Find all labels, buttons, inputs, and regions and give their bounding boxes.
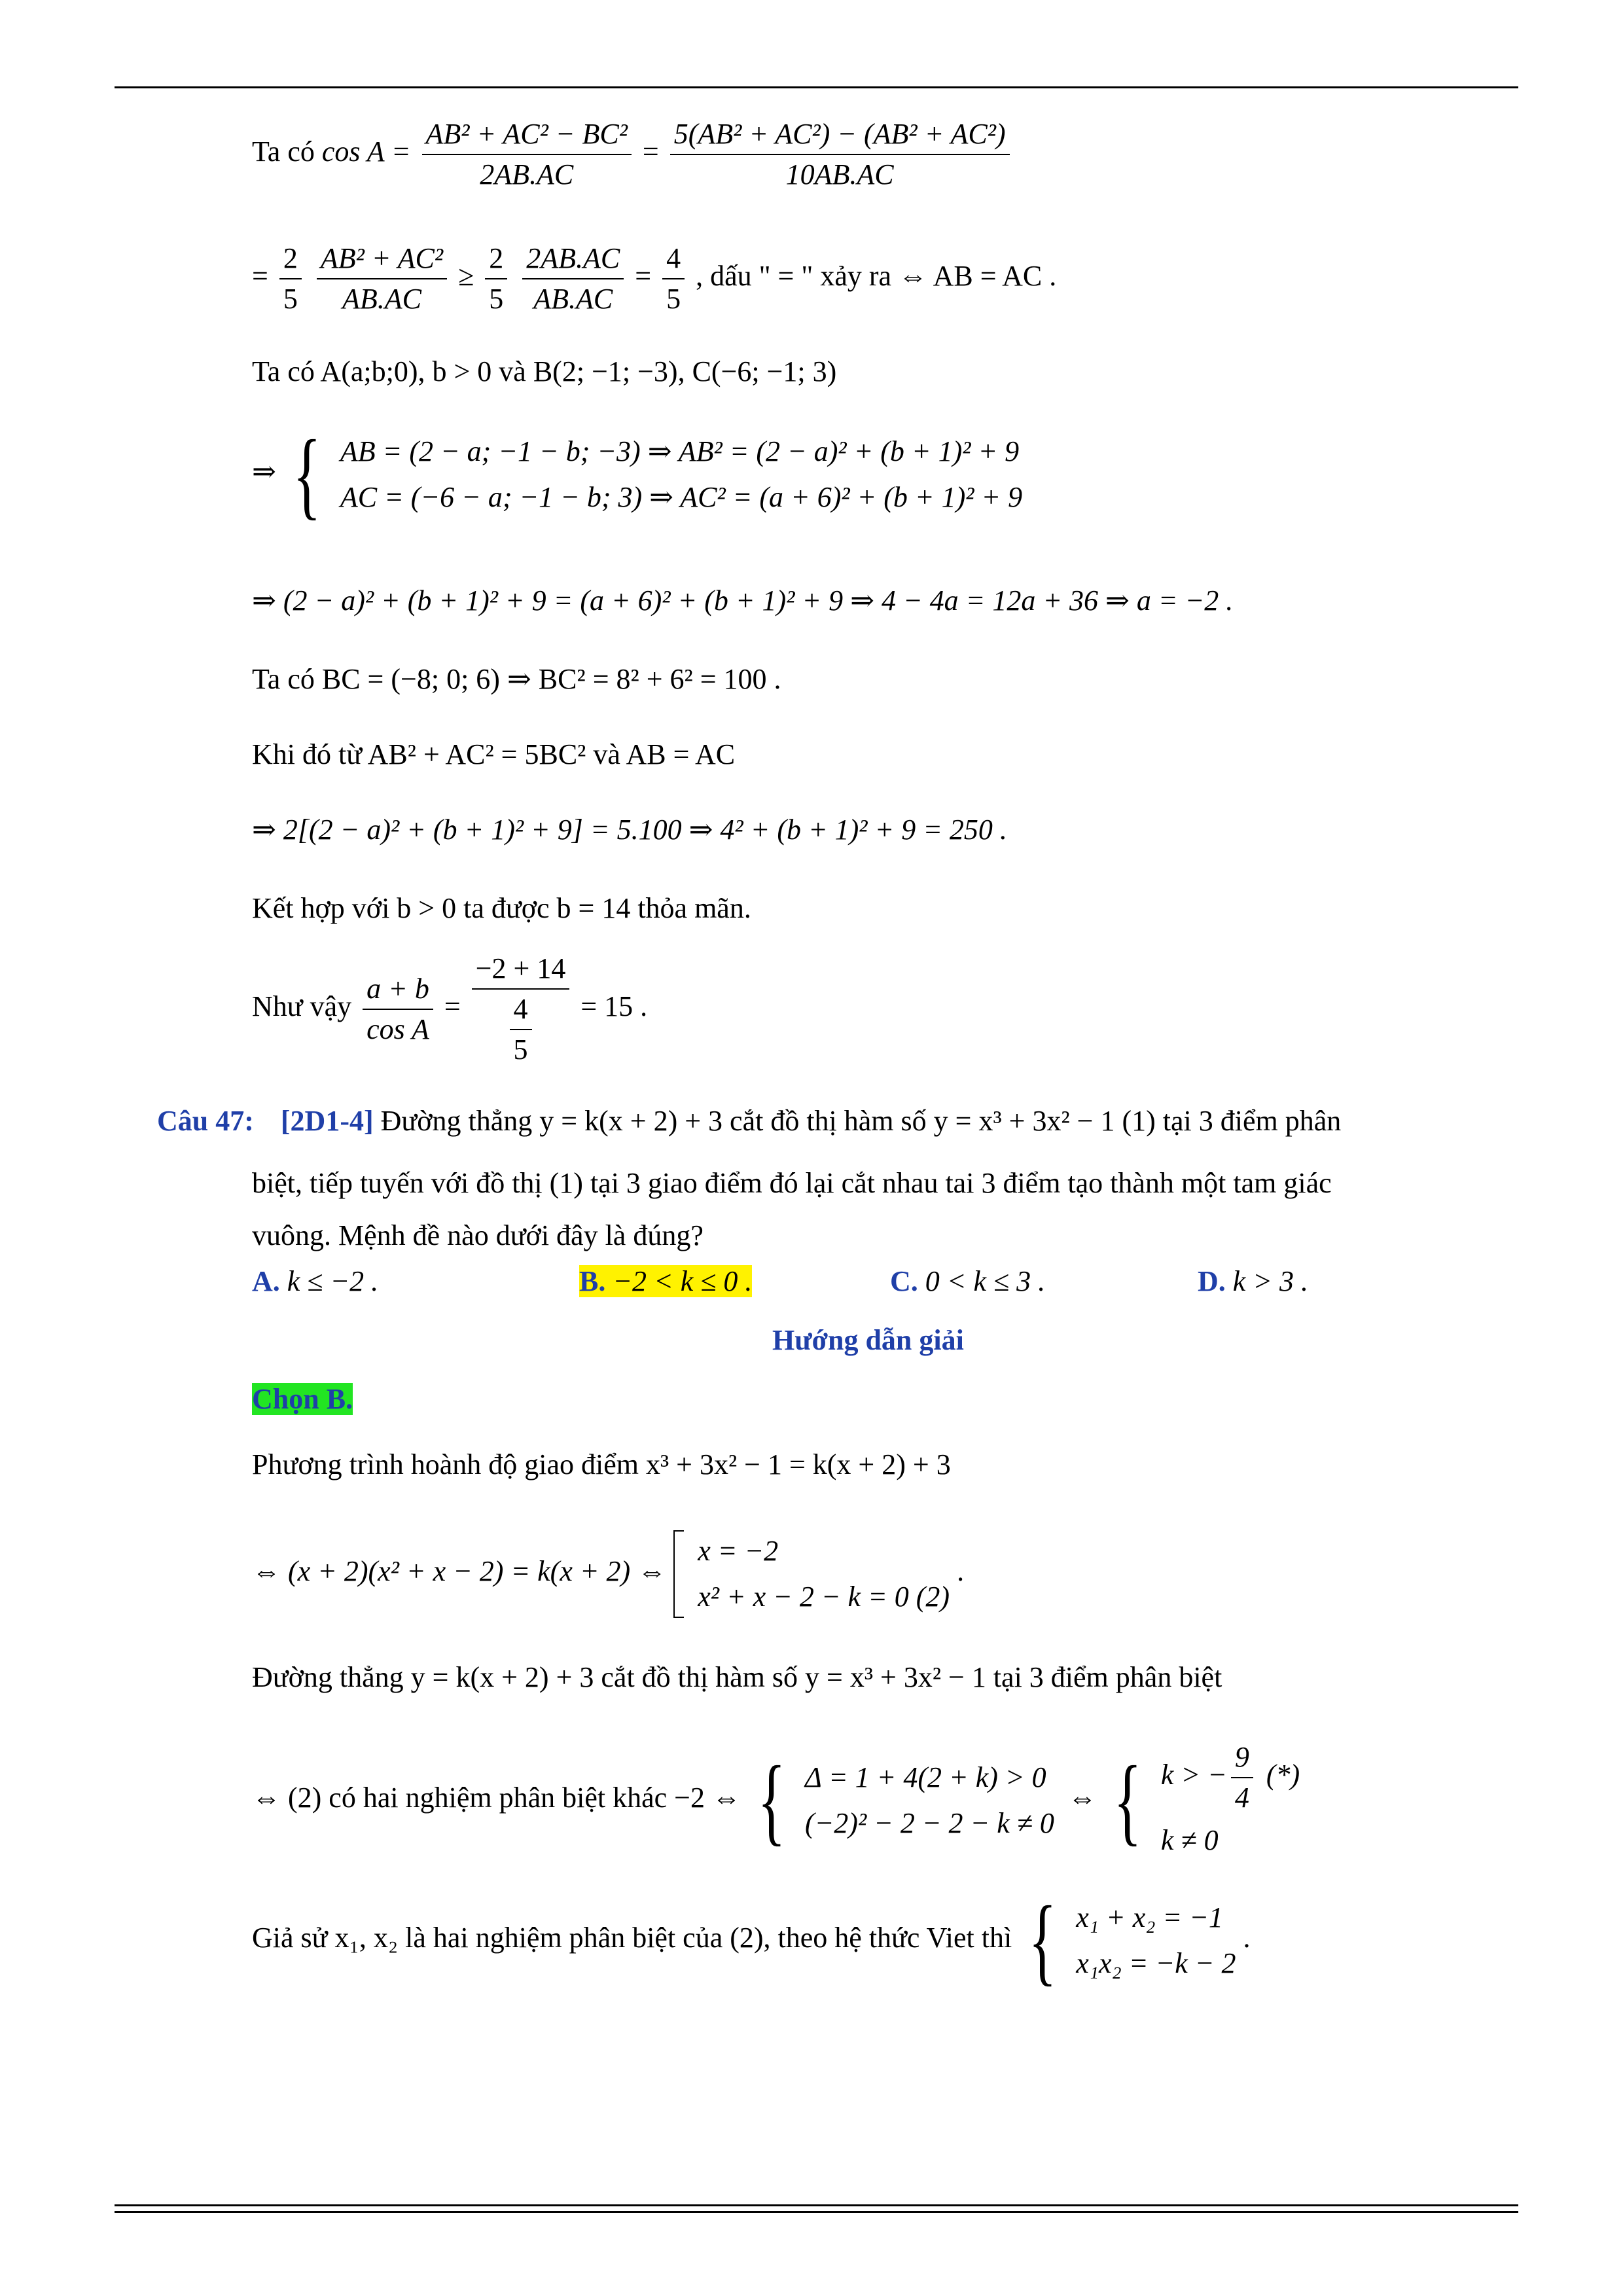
fraction: $\frac{\text{5(AB² + AC²) − (AB² + AC²)}}{10AB.AC}$ <box>670 115 1010 194</box>
bc-vector: Ta có BC = (−8; 0; 6) ⇒ BC² = 8² + 6² = 100 . <box>252 663 781 695</box>
fraction: $\frac{\text{AB² + AC² − BC²}}{2AB.AC}$ <box>422 115 632 194</box>
answer-badge: Chọn B. <box>252 1383 353 1415</box>
condition-line: Khi đó từ AB² + AC² = 5BC² và AB = AC <box>252 738 736 770</box>
option-b: B. −2 < k ≤ 0 . <box>579 1265 753 1297</box>
intersection-equation: Phương trình hoành độ giao điểm x³ + 3x² − 1 = k(x + 2) + 3 <box>252 1448 951 1480</box>
points-given: Ta có A(a;b;0), b > 0 và B(2; −1; −3), C(−6; −1; 3) <box>252 355 837 387</box>
cos-a-formula: Ta có cos A = $\frac{\text{AB² + AC² − BC²}}{2AB.AC}$ = $\frac{\text{5(AB² + AC²) − (AB² + AC²)}}{10AB.AC}$ <box>252 115 1014 194</box>
question-tag: [2D1-4] <box>280 1105 374 1137</box>
final-value: Như vậy $\frac{a + b}{\text{cos A}}$ = $\frac{-2 + 14}{\frac{4}{5}}$ = 15 . <box>252 949 647 1069</box>
solve-b: ⇒ 2[(2 − a)² + (b + 1)² + 9] = 5.100 ⇒ 4² + (b + 1)² + 9 = 250 . <box>252 814 1007 846</box>
question-47-line2: biệt, tiếp tuyến với đồ thị (1) tại 3 giao điểm đó lại cắt nhau tai 3 điểm tạo thành một tam giác <box>252 1167 1332 1199</box>
question-47: Câu 47: [2D1-4] Đường thẳng y = k(x + 2) + 3 cắt đồ thị hàm số y = x³ + 3x² − 1 (1) tại 3 điểm phân <box>157 1105 1342 1137</box>
three-point-condition: Đường thẳng y = k(x + 2) + 3 cắt đồ thị hàm số y = x³ + 3x² − 1 tại 3 điểm phân biệt <box>252 1661 1222 1693</box>
question-label: Câu 47: <box>157 1105 254 1137</box>
distinct-roots-condition: ⇔ (2) có hai nghiệm phân biệt khác −2 ⇔ { Δ = 1 + 4(2 + k) > 0 (−2)² − 2 − 2 − k ≠ 0 ⇔ { k > − $\frac{9}{4}$ (*) k ≠ 0 <box>252 1738 1300 1863</box>
factorization: ⇔ (x + 2)(x² + x − 2) = k(x + 2) ⇔ x = −2 x² + x − 2 − k = 0 (2) . <box>252 1528 964 1620</box>
question-47-line3: vuông. Mệnh đề nào dưới đây là đúng? <box>252 1219 704 1251</box>
footer-rule <box>115 2204 1518 2206</box>
b-result: Kết hợp với b > 0 ta được b = 14 thỏa mãn. <box>252 892 751 924</box>
option-a: A. k ≤ −2 . <box>252 1265 379 1297</box>
inequality-line: = $\frac{2}{5}$ $\frac{\text{AB² + AC²}}{AB.AC}$ ≥ $\frac{2}{5}$ $\frac{2AB.AC}{AB.AC}$ = $\frac{4}{5}$ , dấu " = " xảy ra ⇔ AB = AC . <box>252 239 1056 319</box>
viet-relation: Giả sử x₁, x₂ là hai nghiệm phân biệt của (2), theo hệ thức Viet thì { x₁ + x₂ = −1 x₁x₂ = −k − 2 . <box>252 1886 1251 1995</box>
solve-a: ⇒ (2 − a)² + (b + 1)² + 9 = (a + 6)² + (b + 1)² + 9 ⇒ 4 − 4a = 12a + 36 ⇒ a = −2 . <box>252 584 1234 617</box>
vector-system: ⇒ { AB = (2 − a; −1 − b; −3) ⇒ AB² = (2 − a)² + (b + 1)² + 9 AC = (−6 − a; −1 − b; 3) ⇒ AC² = (a + 6)² + (b + 1)² + 9 <box>252 420 1023 529</box>
header-rule <box>115 86 1518 88</box>
option-c: C. 0 < k ≤ 3 . <box>890 1265 1046 1297</box>
solution-title: Hướng dẫn giải <box>772 1324 964 1356</box>
footer-rule-double <box>115 2211 1518 2213</box>
option-d: D. k > 3 . <box>1198 1265 1309 1297</box>
